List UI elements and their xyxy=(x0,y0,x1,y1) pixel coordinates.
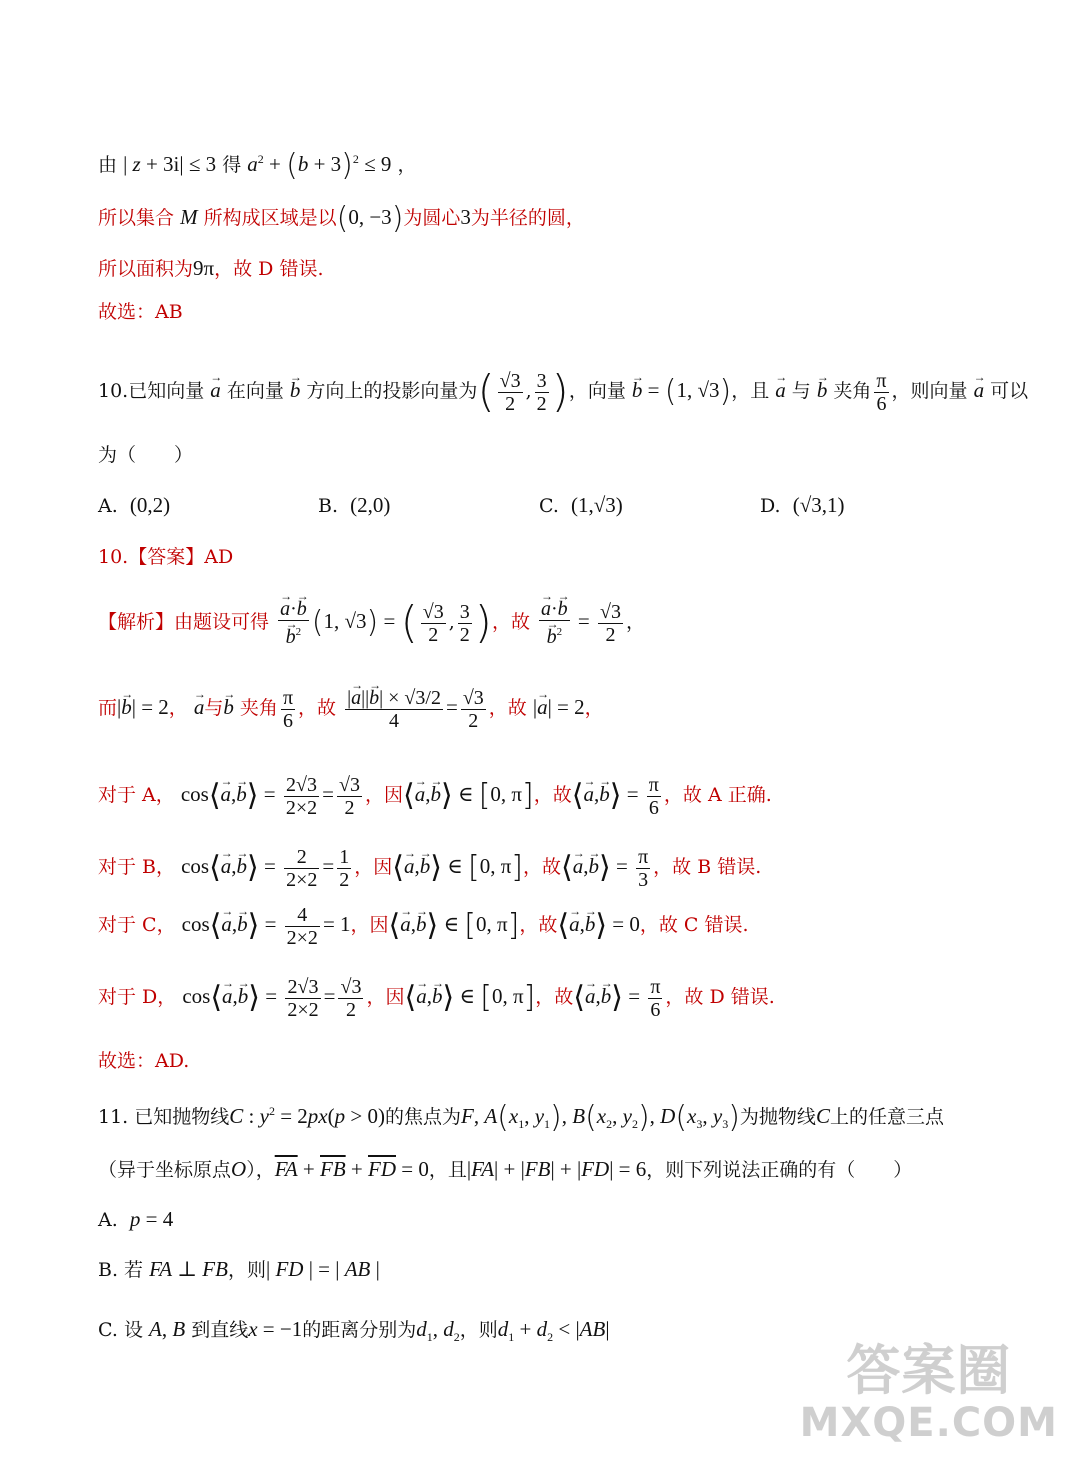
math-expr: p = 4 xyxy=(129,1207,174,1231)
check-text: ，故 xyxy=(519,914,558,936)
math-expr: $d_1$, $d_2$ xyxy=(416,1317,460,1345)
q10-text: 方向上的投影向量为 xyxy=(306,380,478,402)
q10-text: 夹角 xyxy=(833,380,872,402)
option-value: (√3,1) xyxy=(792,493,845,517)
q11-stem-line2 xyxy=(98,1156,912,1183)
check-text: ，故 C 错误. xyxy=(639,914,749,936)
sol9-final: 故选：AB xyxy=(98,301,183,323)
math-fraction: $\frac{√3}{2}$ xyxy=(462,686,484,732)
vector-b: → b xyxy=(290,360,301,420)
q10-stem: 10.已知向量 → a 在向量 → b 方向上的投影向量为( $\frac{√3}{2}$ , $\frac{3}{2}$ )，向量 → b = (1, √3)，且 → a 与 → b 夹角 $\frac{\pi}{6}$ ，则向量 → a 可以 xyxy=(98,360,1028,422)
ans10-check-d: 对于 D， cos⟨→ a,→ b⟩ = $\frac{2√3}{2\times 2}$ = $\frac{√3}{2}$ ，因⟨→ a,→ b⟩ ∈ [0, π]，故⟨→ a,→ b⟩ = $\frac{\pi}{6}$ ，故 D 错误. xyxy=(98,968,775,1026)
q11-option-a xyxy=(98,1206,173,1233)
analysis-text: ，故 xyxy=(488,697,527,719)
check-lead: 对于 B， xyxy=(98,856,176,878)
q10-text: 与 xyxy=(791,380,811,402)
sol9-text: 为半径的圆， xyxy=(470,207,585,229)
math-expr: $\overline{FA} + \overline{FB} + \overline{FD} = 0$ xyxy=(274,1157,429,1181)
sol9-text: 所以面积为 xyxy=(98,258,194,280)
math-expr: |→ a| = 2 xyxy=(533,695,585,719)
math-fraction: $\frac{2}{2\times 2}$ xyxy=(286,845,318,891)
math-expr: |FA| + |FB| + |FD| = 6 xyxy=(466,1157,647,1181)
math-expr: A, B xyxy=(149,1317,186,1341)
math-paren: ( xyxy=(477,366,495,417)
option-value: (1,√3) xyxy=(571,493,623,517)
analysis-text: 夹角 xyxy=(239,697,278,719)
option-value: (0,2) xyxy=(129,493,171,517)
analysis-text: 而 xyxy=(98,697,118,719)
math-fraction: $\frac{2√3}{2\times 2}$ xyxy=(285,773,318,819)
q11-stem xyxy=(98,1098,944,1137)
math-expr: = 1 xyxy=(322,912,351,936)
ans10-final: 故选：AD. xyxy=(98,1050,190,1072)
watermark-logo xyxy=(800,1341,1058,1445)
check-text: ，故 xyxy=(533,784,572,806)
math-expr: → b = (1, √3) xyxy=(632,378,731,402)
option-label: B. xyxy=(318,495,339,517)
math-expr: cos⟨→ a,→ b⟩ = xyxy=(181,854,281,878)
ans10-check-c xyxy=(98,896,749,954)
math-expr: C : $y^2 = 2px(p > 0)$ xyxy=(229,1104,385,1128)
sol9-text: 由 xyxy=(98,154,118,176)
q10-stem-line2: 为（ ） xyxy=(98,444,194,466)
math-fraction: $\frac{\pi}{3}$ xyxy=(638,845,649,891)
check-lead: 对于 A， xyxy=(98,784,175,806)
math-expr: | FD | = | AB | xyxy=(265,1257,380,1281)
analysis-text: 与 xyxy=(204,697,224,719)
math-fraction: $\frac{\pi}{6}$ xyxy=(650,975,661,1021)
option-text: ，则 xyxy=(227,1259,266,1281)
math-fraction: $\frac{\pi}{6}$ xyxy=(876,369,887,415)
math-expr: cos⟨→ a,→ b⟩ = xyxy=(182,984,282,1008)
math-fraction: $\frac{√3}{2}$ xyxy=(499,369,521,415)
option-text: C. 设 xyxy=(98,1319,143,1341)
q11-text: ，且 xyxy=(428,1159,467,1181)
math-expr: $d_1 + d_2 < |AB|$ xyxy=(497,1317,610,1345)
q11-text: ）， xyxy=(246,1159,275,1181)
q10-text: ，向量 xyxy=(568,380,626,402)
check-text: ，因 xyxy=(354,856,393,878)
q11-text: （异于坐标原点 xyxy=(98,1159,232,1181)
sol9-text: 得 xyxy=(222,154,242,176)
q11-text: ，则下列说法正确的有（ ） xyxy=(646,1159,913,1181)
option-label: D. xyxy=(760,495,781,517)
math-expr: ⟨→ a,→ b⟩ = xyxy=(573,984,645,1008)
analysis-text: ，故 xyxy=(298,697,337,719)
math-fraction: $\frac{1}{2}$ xyxy=(339,845,350,891)
math-fraction: $\frac{√3}{2}$ xyxy=(340,975,362,1021)
watermark-text: 答案圈 xyxy=(846,1339,1012,1402)
math-expr: ⟨→ a,→ b⟩ = xyxy=(572,782,644,806)
q11-text: 上的任意三点 xyxy=(829,1106,944,1128)
option-text: ，则 xyxy=(459,1319,498,1341)
math-paren: ) xyxy=(551,366,569,417)
ans10-answer: 10.【答案】AD xyxy=(98,546,234,568)
math-expr: ⟨→ a,→ b⟩ = xyxy=(561,854,633,878)
check-text: ，故 xyxy=(523,856,562,878)
math-fraction: $\frac{\pi}{6}$ xyxy=(648,773,659,819)
q10-text: ，则向量 xyxy=(891,380,968,402)
math-expr: $a^2 + (b + 3)^2 \le 9$ xyxy=(247,148,392,184)
option-text: 的距离分别为 xyxy=(302,1319,417,1341)
q11-option-b xyxy=(98,1256,380,1283)
watermark-url: MXQE.COM xyxy=(799,1400,1058,1446)
check-text: ，故 B 错误. xyxy=(653,856,762,878)
analysis-text: 由题设可得 xyxy=(174,611,270,633)
sol9-line-3 xyxy=(98,255,323,282)
check-text: ，因 xyxy=(366,986,405,1008)
vector-b: → b xyxy=(817,360,828,420)
sol9-text: ，故 D 错误. xyxy=(214,258,324,280)
math-expr: 3 xyxy=(460,205,471,229)
sol9-text: 所构成区域是以 xyxy=(203,207,337,229)
check-text: ，因 xyxy=(350,914,389,936)
sol9-text: 所以集合 xyxy=(98,207,175,229)
option-label: C. xyxy=(539,495,559,517)
math-expr: → a·→ b → $b^2$ (1, √3) = ( $\frac{√3}{2}$ , $\frac{3}{2}$ ) xyxy=(275,611,492,633)
analysis-text: ，故 xyxy=(491,611,530,633)
math-fraction: $\frac{\pi}{6}$ xyxy=(282,686,294,732)
check-text: ，故 D 错误. xyxy=(665,986,775,1008)
vector-a: → a xyxy=(210,360,221,420)
math-expr: ⟨→ a,→ b⟩ ∈ [0, π] xyxy=(392,854,523,878)
math-expr: 9π xyxy=(193,256,215,280)
check-lead: 对于 C， xyxy=(98,914,176,936)
math-expr: C xyxy=(815,1104,830,1128)
math-expr: ⟨→ a,→ b⟩ ∈ [0, π] xyxy=(389,912,520,936)
math-fraction: $\frac{|\to a||\to b| \times √3/2}{4}$ xyxy=(345,687,443,732)
math-expr: ⟨→ a,→ b⟩ = 0 xyxy=(557,912,640,936)
q10-text: ，且 xyxy=(731,380,770,402)
q11-text: 11. 已知抛物线 xyxy=(98,1106,230,1128)
math-expr: ⟨→ a,→ b⟩ ∈ [0, π] xyxy=(403,782,534,806)
q10-text: 在向量 xyxy=(226,380,284,402)
math-expr: FA ⊥ FB xyxy=(149,1257,228,1281)
q11-text: 的焦点为 xyxy=(384,1106,461,1128)
vector-a: → a xyxy=(974,360,985,420)
q10-option-c xyxy=(539,490,623,521)
q11-option-c xyxy=(98,1316,610,1350)
math-expr: M xyxy=(180,205,198,229)
math-expr: = xyxy=(445,695,458,719)
q10-option-d xyxy=(760,490,844,521)
option-text: 到直线 xyxy=(191,1319,249,1341)
q10-text: 可以 xyxy=(990,380,1029,402)
math-expr: (0, −3) xyxy=(336,201,404,237)
sol9-line-1 xyxy=(98,146,417,184)
option-label: A. xyxy=(98,1209,118,1231)
math-expr: cos⟨→ a,→ b⟩ = xyxy=(181,782,281,806)
option-value: (2,0) xyxy=(350,493,391,517)
sol9-text: 为圆心 xyxy=(403,207,461,229)
math-fraction: $\frac{3}{2}$ xyxy=(536,369,547,415)
math-expr: cos⟨→ a,→ b⟩ = xyxy=(182,912,282,936)
check-text: ，故 xyxy=(535,986,574,1008)
analysis-label: 【解析】 xyxy=(98,611,175,633)
math-expr: x = −1 xyxy=(248,1317,303,1341)
ans10-line2: 而|→ b| = 2， → a与→ b 夹角 $\frac{\pi}{6}$ ，故 $\frac{|\to a||\to b| \times √3/2}{4}$ = $\frac{√3}{2}$ ，故 |→ a| = 2， xyxy=(98,672,604,743)
math-expr: F, $A(x_1$, $y_1$), $B(x_2$, $y_2$), $D(x_3$, $y_3$) xyxy=(460,1100,740,1136)
q10-text: 10.已知向量 xyxy=(98,380,205,402)
math-expr: |→ b| = 2 xyxy=(117,695,169,719)
check-lead: 对于 D， xyxy=(98,986,177,1008)
vector-a: → a xyxy=(775,360,786,420)
q11-text: 为抛物线 xyxy=(739,1106,816,1128)
q10-option-a xyxy=(98,490,170,521)
ans10-check-a: 对于 A， cos⟨→ a,→ b⟩ = $\frac{2√3}{2\times 2}$ = $\frac{√3}{2}$ ，因⟨→ a,→ b⟩ ∈ [0, π]，故⟨→ a,→ b⟩ = $\frac{\pi}{6}$ ，故 A 正确. xyxy=(98,766,772,824)
analysis-text: ， xyxy=(168,697,188,719)
option-text: B. 若 xyxy=(98,1259,144,1281)
math-expr: O xyxy=(231,1157,247,1181)
vector-a: → a xyxy=(194,672,205,742)
ans10-analysis xyxy=(98,590,645,654)
math-expr: | z + 3i| ≤ 3 xyxy=(123,152,217,176)
sol9-line-2 xyxy=(98,201,585,237)
option-label: A. xyxy=(98,495,118,517)
sol9-text: ， xyxy=(397,154,417,176)
math-fraction: $\frac{2√3}{2\times 2}$ xyxy=(287,975,319,1021)
math-expr: → a·→ b → $b^2$ = $\frac{√3}{2}$ ， xyxy=(536,611,645,633)
check-text: ，因 xyxy=(364,784,403,806)
vector-b: → b xyxy=(223,672,234,742)
math-fraction: $\frac{√3}{2}$ xyxy=(338,773,360,819)
math-expr: ⟨→ a,→ b⟩ ∈ [0, π] xyxy=(404,984,535,1008)
math-fraction: $\frac{4}{2\times 2}$ xyxy=(286,903,318,949)
q10-option-b xyxy=(318,490,390,521)
check-text: ，故 A 正确. xyxy=(663,784,772,806)
ans10-check-b: 对于 B， cos⟨→ a,→ b⟩ = $\frac{2}{2\times 2}$ = $\frac{1}{2}$ ，因⟨→ a,→ b⟩ ∈ [0, π]，故⟨→ a,→ b⟩ = $\frac{\pi}{3}$ ，故 B 错误. xyxy=(98,838,761,896)
